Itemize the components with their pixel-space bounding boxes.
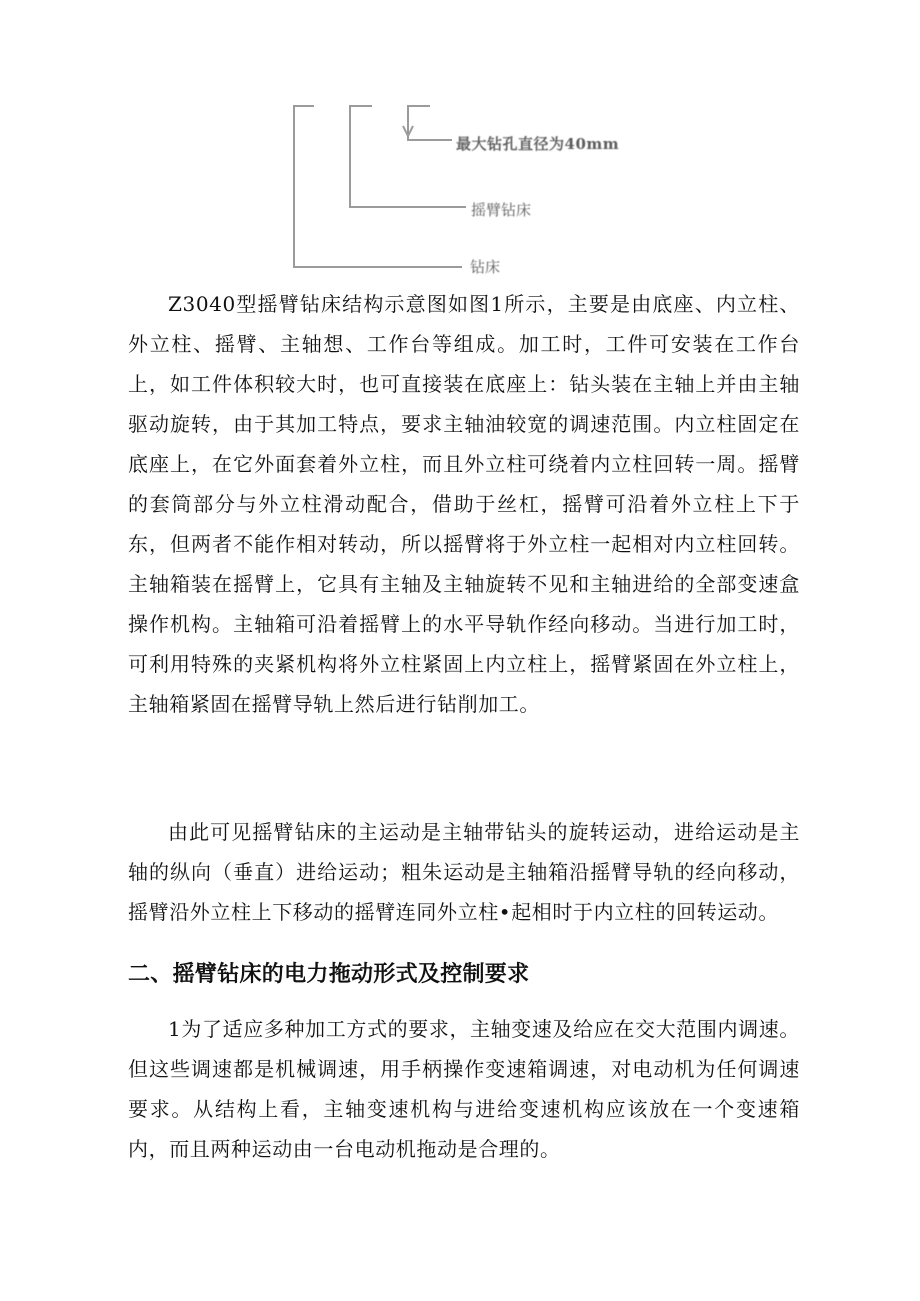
diagram-label-radial-drill: 摇臂钻床 [471,201,532,219]
bracket-lines [280,96,680,281]
bracket-drill [294,106,462,267]
diagram-label-max-diameter: 最大钻孔直径为40mm [456,135,620,153]
section-heading: 二、摇臂钻床的电力拖动形式及控制要求 [128,962,530,987]
diagram-label-drill: 钻床 [470,258,501,276]
paragraph-speed-control: 1为了适应多种加工方式的要求，主轴变速及给应在交大范围内调速。但这些调速都是机械调速，用手柄操作变速箱调速，对电动机为任何调速要求。从结构上看，主轴变速机构与进给变速机构应该放在一个变速箱内，而且两种运动由一台电动机拖动是合理的。 [128,1017,800,1161]
paragraph-structure: Z3040型摇臂钻床结构示意图如图1所示，主要是由底座、内立柱、外立柱、摇臂、主轴想、工作台等组成。加工时，工件可安装在工作台上，如工件体积较大时，也可直接装在底座上：钻头装在主轴上并由主轴驱动旋转，由于其加工特点，要求主轴油较宽的调速范围。内立柱固定在底座上，在它外面套着外立柱，而且外立柱可绕着内立柱回转一周。摇臂的套筒部分与外立柱滑动配合，借助于丝杠，摇臂可沿着外立柱上下于东，但两者不能作相对转动，所以摇臂将于外立柱一起相对内立柱回转。主轴箱装在摇臂上，它具有主轴及主轴旋转不见和主轴进给的全部变速盒操作机构。主轴箱可沿着摇臂上的水平导轨作经向移动。当进行加工时，可利用特殊的夹紧机构将外立柱紧固上内立柱上，摇臂紧固在外立柱上，主轴箱紧固在摇臂导轨上然后进行钻削加工。 [128,292,800,716]
paragraph-motion: 由此可见摇臂钻床的主运动是主轴带钻头的旋转运动，进给运动是主轴的纵向（垂直）进给运动；粗朱运动是主轴箱沿摇臂导轨的经向移动，摇臂沿外立柱上下移动的摇臂连同外立柱•起相时于内立柱的回转运动。 [128,820,800,924]
bracket-max-diameter [408,106,452,140]
model-code-diagram [280,96,680,281]
